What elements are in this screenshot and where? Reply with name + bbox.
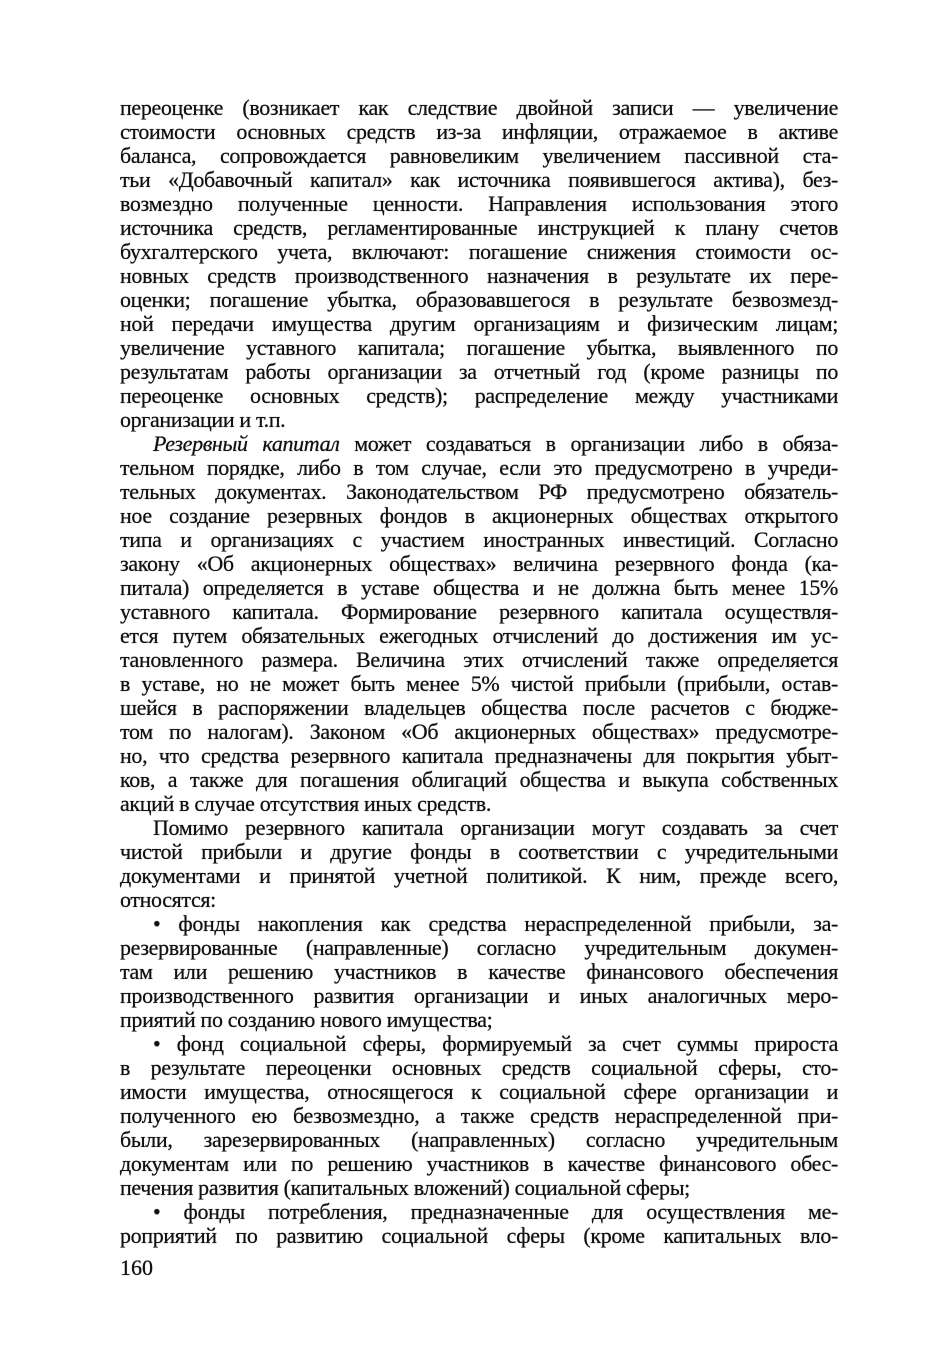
italic-term: Резервный капитал: [153, 431, 340, 456]
text-line: переоценке основных средств); распределение между участниками: [120, 383, 838, 408]
text-line: в уставе, но не может быть менее 5% чистой прибыли (прибыли, остав-: [120, 671, 838, 696]
text-line: полученного ею безвозмездно, а также средств нераспределенной при-: [120, 1103, 838, 1128]
text-line: переоценке (возникает как следствие двойной записи — увеличение: [120, 95, 838, 120]
text-line: ное создание резервных фондов в акционерных обществах открытого: [120, 503, 838, 528]
text-line: ется путем обязательных ежегодных отчислений до достижения им ус-: [120, 623, 838, 648]
page-body: [120, 96, 838, 1248]
text-line: тьи «Добавочный капитал» как источника появившегося актива), без-: [120, 167, 838, 192]
text-line: документам или по решению участников в качестве финансового обес-: [120, 1151, 838, 1176]
text-line: типа и организациях с участием иностранных инвестиций. Согласно: [120, 527, 838, 552]
text-line: [120, 432, 838, 456]
text-line: в результате переоценки основных средств социальной сферы, сто-: [120, 1055, 838, 1080]
text-line: тельных документах. Законодательством РФ предусмотрено обязатель-: [120, 479, 838, 504]
text-line: оценки; погашение убытка, образовавшегося в результате безвозмезд-: [120, 287, 838, 312]
text-line: тановленного размера. Величина этих отчислений также определяется: [120, 647, 838, 672]
text-line: были, зарезервированных (направленных) согласно учредительным: [120, 1127, 838, 1152]
text-line: роприятий по развитию социальной сферы (кроме капитальных вло-: [120, 1223, 838, 1248]
text-line: но, что средства резервного капитала предназначены для покрытия убыт-: [120, 743, 838, 768]
paragraph: [120, 816, 838, 912]
text-line: организации и т.п.: [120, 407, 286, 432]
text-line: уставного капитала. Формирование резервного капитала осуществля-: [120, 599, 838, 624]
text-line: акций в случае отсутствия иных средств.: [120, 791, 491, 816]
page-number: 160: [120, 1255, 153, 1280]
text-line: резервированные (направленные) согласно учредительным докумен-: [120, 935, 838, 960]
text-line: питала) определяется в уставе общества и не должна быть менее 15%: [120, 575, 838, 600]
text-fragment: может создаваться в организации либо в обяза-: [339, 431, 839, 456]
text-line: имости имущества, относящегося к социальной сфере организации и: [120, 1079, 838, 1104]
text-line: увеличение уставного капитала; погашение убытка, выявленного по: [120, 335, 838, 360]
text-line: производственного развития организации и иных аналогичных меро-: [120, 983, 838, 1008]
bullet-item: [120, 1200, 838, 1248]
text-line: новных средств производственного назначения в результате их пере-: [120, 263, 838, 288]
text-line: • фонды потребления, предназначенные для осуществления ме-: [153, 1199, 838, 1224]
text-line: относятся:: [120, 887, 216, 912]
text-line: источника средств, регламентированные инструкцией к плану счетов: [120, 215, 838, 240]
text-line: документами и принятой учетной политикой. К ним, прежде всего,: [120, 863, 838, 888]
text-line: шейся в распоряжении владельцев общества после расчетов с бюдже-: [120, 695, 838, 720]
text-line: возмездно полученные ценности. Направления использования этого: [120, 191, 838, 216]
text-line: ной передачи имущества другим организациям и физическим лицам;: [120, 311, 838, 336]
paragraph: [120, 432, 838, 816]
text-line: закону «Об акционерных обществах» величина резервного фонда (ка-: [120, 551, 838, 576]
text-line: печения развития (капитальных вложений) социальной сферы;: [120, 1175, 690, 1200]
text-line: • фонд социальной сферы, формируемый за счет суммы прироста: [153, 1031, 838, 1056]
text-line: тельном порядке, либо в том случае, если это предусмотрено в учреди-: [120, 455, 838, 480]
paragraph: [120, 96, 838, 432]
text-line: приятий по созданию нового имущества;: [120, 1007, 493, 1032]
text-line: баланса, сопровождается равновеликим увеличением пассивной ста-: [120, 143, 838, 168]
text-line: ков, а также для погашения облигаций общества и выкупа собственных: [120, 767, 838, 792]
text-line: бухгалтерского учета, включают: погашение снижения стоимости ос-: [120, 239, 838, 264]
text-line: там или решению участников в качестве финансового обеспечения: [120, 959, 838, 984]
text-line: том по налогам). Законом «Об акционерных обществах» предусмотре-: [120, 719, 838, 744]
bullet-item: [120, 912, 838, 1032]
text-line: результатам работы организации за отчетный год (кроме разницы по: [120, 359, 838, 384]
bullet-item: [120, 1032, 838, 1200]
text-line: чистой прибыли и другие фонды в соответствии с учредительными: [120, 839, 838, 864]
text-line: • фонды накопления как средства нераспределенной прибыли, за-: [153, 911, 838, 936]
text-line: Помимо резервного капитала организации могут создавать за счет: [153, 815, 838, 840]
text-line: стоимости основных средств из-за инфляции, отражаемое в активе: [120, 119, 838, 144]
